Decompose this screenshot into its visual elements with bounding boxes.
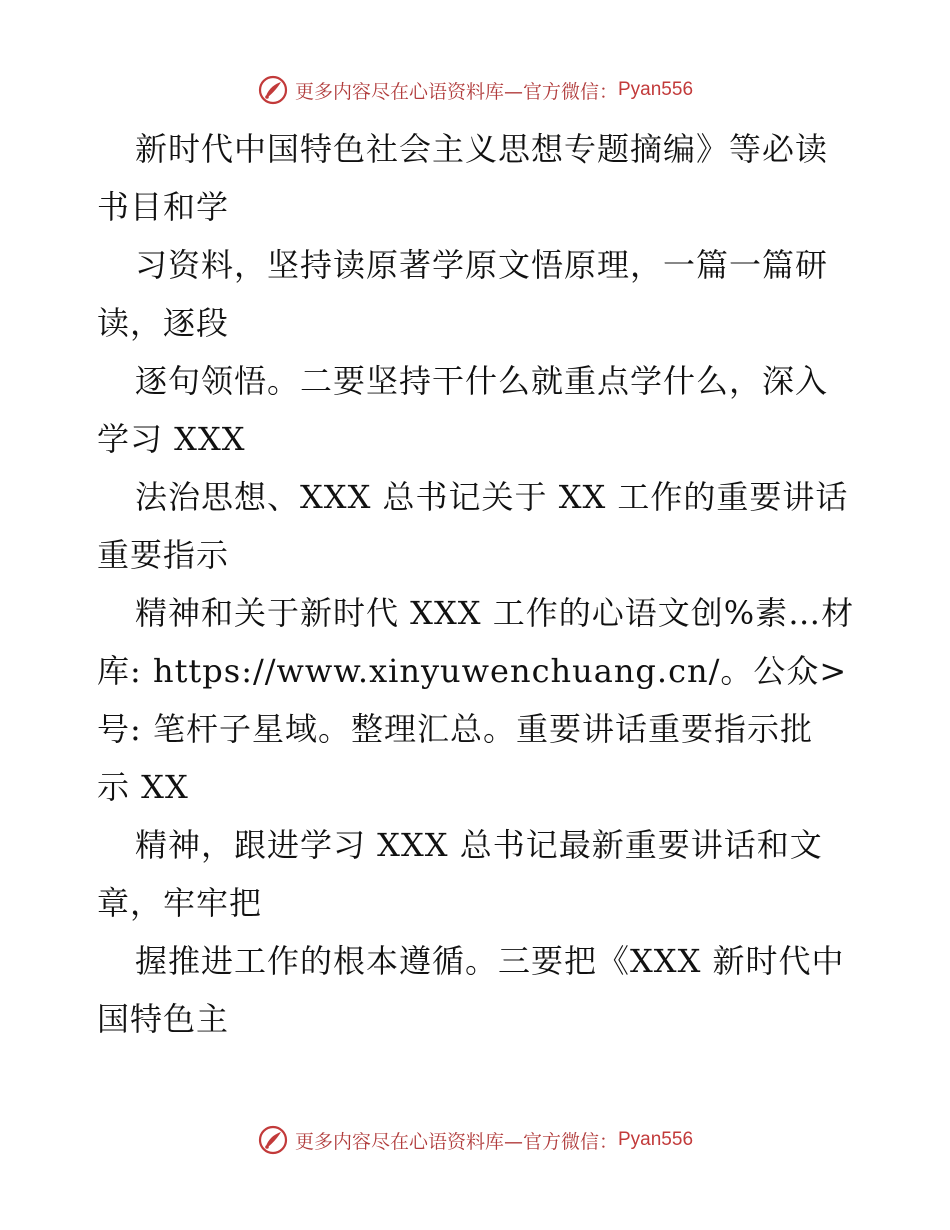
text-line: 书目和学 xyxy=(97,188,230,226)
text-line: 示 XX xyxy=(97,768,189,806)
document-body xyxy=(97,120,857,1048)
text-line: 精神和关于新时代 XXX 工作的心语文创%素…材 xyxy=(135,594,855,632)
text-line: 重要指示 xyxy=(97,536,230,574)
text-line: 国特色主 xyxy=(97,1000,230,1038)
text-line: 习资料，坚持读原著学原文悟原理，一篇一篇研 xyxy=(135,246,829,284)
text-line: 学习 XXX xyxy=(97,420,246,458)
footer-watermark xyxy=(0,1120,950,1160)
text-line: 读，逐段 xyxy=(97,304,230,342)
pen-logo-icon xyxy=(257,74,289,106)
text-line: 号: 笔杆子星域。整理汇总。重要讲话重要指示批 xyxy=(97,710,813,748)
text-line: 新时代中国特色社会主义思想专题摘编》等必读 xyxy=(135,130,829,168)
header-brand-text: 更多内容尽在心语资料库—官方微信： xyxy=(294,80,618,103)
header-watermark xyxy=(0,70,950,110)
text-line: 逐句领悟。二要坚持干什么就重点学什么，深入 xyxy=(135,362,829,400)
text-line: 握推进工作的根本遵循。三要把《XXX 新时代中 xyxy=(135,942,845,980)
text-line: 精神，跟进学习 XXX 总书记最新重要讲话和文 xyxy=(135,826,823,864)
text-line: 法治思想、XXX 总书记关于 XX 工作的重要讲话 xyxy=(135,478,849,516)
footer-brand-text: 更多内容尽在心语资料库—官方微信： xyxy=(294,1130,618,1153)
text-line: 章，牢牢把 xyxy=(97,884,263,922)
text-line: 库: https://www.xinyuwenchuang.cn/。公众> xyxy=(97,652,848,690)
pen-logo-icon xyxy=(257,1124,289,1156)
footer-account: Pyan556 xyxy=(618,1129,694,1150)
header-account: Pyan556 xyxy=(618,79,694,100)
